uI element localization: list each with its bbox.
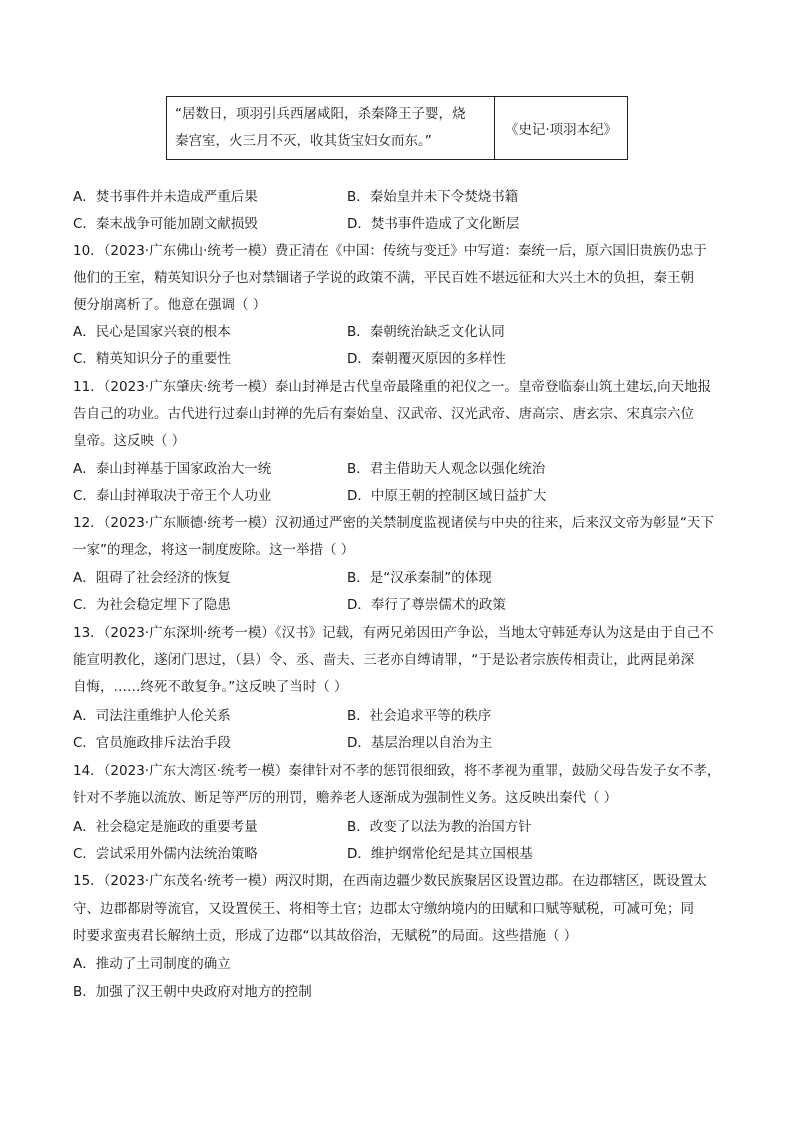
option-b: B．社会追求平等的秩序: [347, 708, 492, 724]
option-d: D．秦朝覆灭原因的多样性: [347, 351, 506, 367]
question-15-line: 时要求蛮夷君长解纳土贡，形成了边郡“以其故俗治，无赋税”的局面。这些措施（ ）: [73, 928, 578, 944]
option-d: D．焚书事件造成了文化断层: [347, 216, 520, 232]
option-c: C．秦末战争可能加剧文献损毁: [73, 216, 258, 232]
question-11-line: 告自己的功业。古代进行过泰山封禅的先后有秦始皇、汉武帝、汉光武帝、唐高宗、唐玄宗、宋真宗六位: [73, 406, 694, 422]
option-a: A．推动了土司制度的确立: [73, 956, 231, 972]
option-a: A．泰山封禅基于国家政治大一统: [73, 461, 272, 477]
quote-line: 秦宫室，火三月不灭，收其货宝妇女而东。”: [175, 133, 432, 149]
option-a: A．民心是国家兴衰的根本: [73, 324, 231, 340]
option-c: C．为社会稳定埋下了隐患: [73, 597, 231, 613]
question-15-line: 守、边郡都尉等流官，又设置侯王、将相等土官；边郡太守缴纳境内的田赋和口赋等赋税，可减可免；同: [73, 901, 694, 917]
question-15-line: 15．（2023·广东茂名·统考一模）两汉时期，在西南边疆少数民族聚居区设置边郡。在边郡辖区，既设置太: [73, 873, 707, 889]
question-13-line: 自悔，……终死不敢复争。”这反映了当时（ ）: [73, 679, 348, 695]
question-10-line: 10．（2023·广东佛山·统考一模）费正清在《中国：传统与变迁》中写道：秦统一后，原六国旧贵族仍忠于: [73, 243, 707, 259]
question-10-line: 他们的王室，精英知识分子也对禁锢诸子学说的政策不满，平民百姓不堪远征和大兴土木的负担，秦王朝: [73, 270, 694, 286]
option-c: C．精英知识分子的重要性: [73, 351, 231, 367]
question-11-line: 11．（2023·广东肇庆·统考一模）泰山封禅是古代皇帝最隆重的祀仪之一。皇帝登临泰山筑土建坛,向天地报: [73, 379, 712, 395]
option-b: B．改变了以法为教的治国方针: [347, 819, 532, 835]
option-d: D．基层治理以自治为主: [347, 735, 493, 751]
option-b: B．秦始皇并未下令焚烧书籍: [347, 189, 519, 205]
quote-cell: [167, 97, 495, 160]
option-b: B．是“汉承秦制”的体现: [347, 570, 492, 586]
question-13-line: 能宣明教化，遂闭门思过，（县）令、丞、啬夫、三老亦自缚请罪，“于是讼者宗族传相责让，此两昆弟深: [73, 652, 695, 668]
option-c: C．泰山封禅取决于帝王个人功业: [73, 488, 272, 504]
option-a: A．阻碍了社会经济的恢复: [73, 570, 231, 586]
option-a: A．焚书事件并未造成严重后果: [73, 189, 258, 205]
question-14-line: 14．（2023·广东大湾区·统考一模）秦律针对不孝的惩罚很细致，将不孝视为重罪，鼓励父母告发子女不孝，: [73, 763, 721, 779]
question-10-line: 便分崩离析了。他意在强调（ ）: [73, 297, 267, 313]
source-cell: 《史记·项羽本纪》: [495, 97, 628, 160]
option-c: C．官员施政排斥法治手段: [73, 735, 231, 751]
option-b: B．秦朝统治缺乏文化认同: [347, 324, 505, 340]
option-a: A．社会稳定是施政的重要考量: [73, 819, 258, 835]
quote-line: “居数日，项羽引兵西屠咸阳，杀秦降王子婴，烧: [175, 106, 466, 122]
question-12-line: 一家”的理念，将这一制度废除。这一举措（ ）: [73, 542, 355, 558]
option-b: B．君主借助天人观念以强化统治: [347, 461, 546, 477]
question-12-line: 12．（2023·广东顺德·统考一模）汉初通过严密的关禁制度监视诸侯与中央的往来，后来汉文帝为彰显“天下: [73, 515, 714, 531]
option-d: D．中原王朝的控制区域日益扩大: [347, 488, 547, 504]
question-13-line: 13．（2023·广东深圳·统考一模）《汉书》记载，有两兄弟因田产争讼，当地太守韩延寿认为这是由于自己不: [73, 625, 714, 641]
quote-table: [166, 96, 628, 160]
option-d: D．维护纲常伦纪是其立国根基: [347, 846, 533, 862]
question-14-line: 针对不孝施以流放、断足等严厉的刑罚，赡养老人逐渐成为强制性义务。这反映出秦代（ ）: [73, 790, 618, 806]
question-11-line: 皇帝。这反映（ ）: [73, 433, 186, 449]
option-c: C．尝试采用外儒内法统治策略: [73, 846, 258, 862]
option-d: D．奉行了尊崇儒术的政策: [347, 597, 506, 613]
option-b: B．加强了汉王朝中央政府对地方的控制: [73, 984, 312, 1000]
option-a: A．司法注重维护人伦关系: [73, 708, 231, 724]
